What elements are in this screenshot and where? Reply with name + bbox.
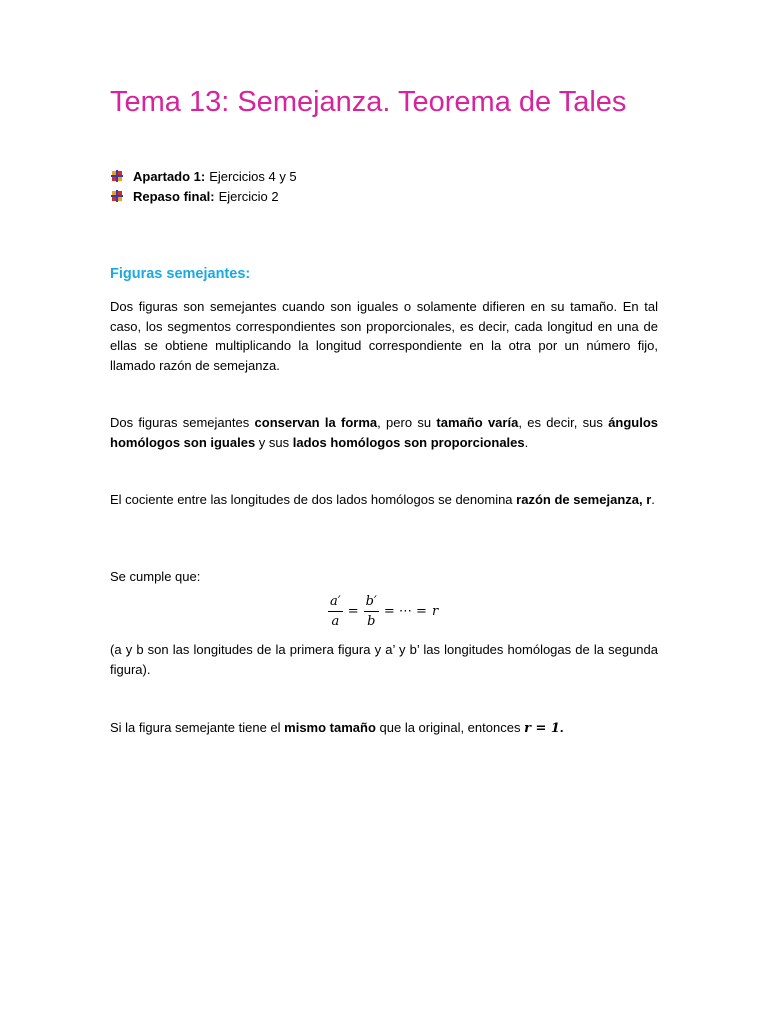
fraction: $\frac{a'}{a}$ <box>330 594 341 629</box>
bullet-label: Apartado 1: <box>133 168 206 184</box>
paragraph-note: (a y b son las longitudes de la primera figura y a’ y b’ las longitudes homólogas de la segunda figura). <box>110 642 658 677</box>
bullet-list <box>110 166 297 206</box>
paragraph-intro-formula: Se cumple que: <box>110 569 201 584</box>
fraction: $\frac{b'}{b}$ <box>365 594 377 629</box>
paragraph-definition: Dos figuras son semejantes cuando son iguales o solamente difieren en su tamaño. En tal caso, los segmentos correspondientes son proporcionales, es decir, cada longitud en una de ellas se obtiene multiplicando la longitud correspondiente en la otra por un número fijo, llamado razón de semejanza. <box>110 299 658 373</box>
paragraph-ratio: El cociente entre las longitudes de dos lados homólogos se denomina razón de semejanza, r. <box>110 492 655 507</box>
paragraph-same-size: Si la figura semejante tiene el mismo tamaño que la original, entonces r = 1. <box>110 720 564 736</box>
bullet-text: Ejercicio 2 <box>218 188 279 204</box>
bullet-text: Ejercicios 4 y 5 <box>209 168 297 184</box>
page-title: Tema 13: Semejanza. Teorema de Tales <box>110 86 627 118</box>
ratio-formula: $\frac{a'}{a}$ = $\frac{b'}{b}$ = ⋯ = r <box>330 594 439 629</box>
arrow-bullet-icon <box>110 169 124 183</box>
bullet-item <box>110 166 297 186</box>
section-title: Figuras semejantes: <box>110 266 251 282</box>
paragraph-properties: Dos figuras semejantes conservan la forma, pero su tamaño varía, es decir, sus ángulos homólogos son iguales y sus lados homólogos son proporcionales. <box>110 415 659 450</box>
bullet-label: Repaso final: <box>133 188 215 204</box>
bullet-item <box>110 186 297 206</box>
arrow-bullet-icon <box>110 189 124 203</box>
